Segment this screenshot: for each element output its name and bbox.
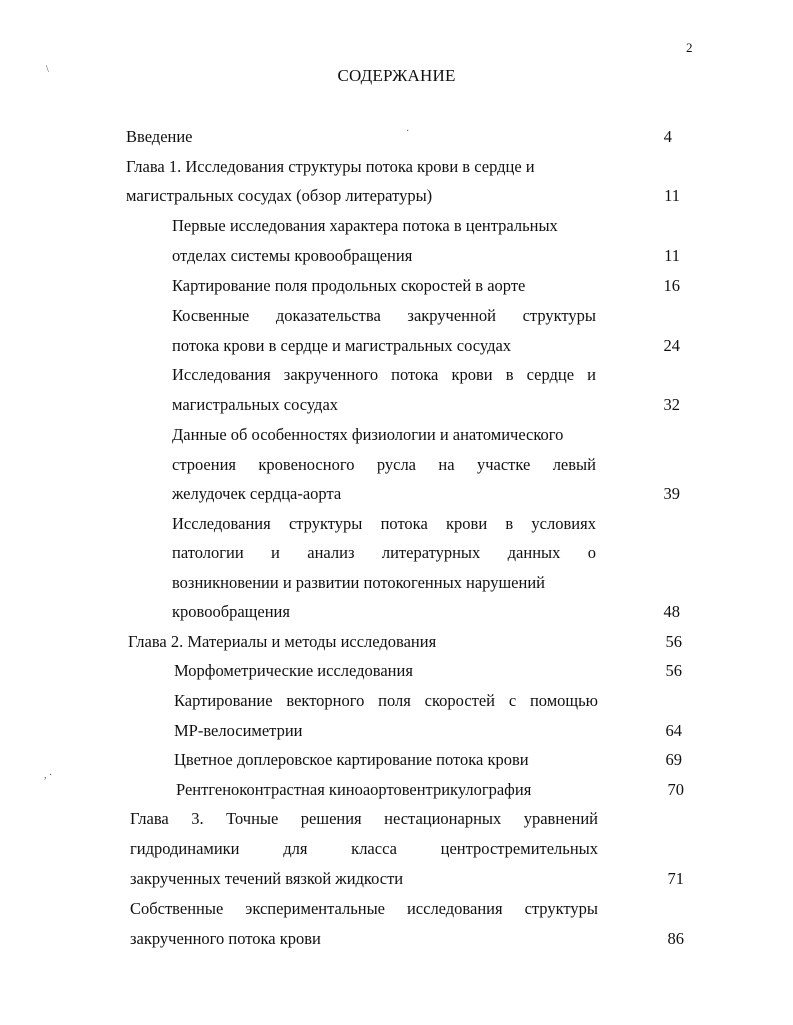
toc-line: гидродинамики для класса центростремительных xyxy=(130,839,598,858)
toc-page-number: 16 xyxy=(663,276,680,295)
toc-page-number: 70 xyxy=(667,780,684,799)
scan-speck: \ xyxy=(46,64,49,75)
toc-page-number: 48 xyxy=(663,602,680,621)
toc-line: Картирование поля продольных скоростей в аорте xyxy=(172,276,526,295)
toc-line: кровообращения xyxy=(172,602,290,621)
toc-line: Картирование векторного поля скоростей с помощью xyxy=(174,691,598,710)
page-title: СОДЕРЖАНИЕ xyxy=(337,66,456,85)
toc-line: Введение xyxy=(126,127,193,146)
toc-page-number: 56 xyxy=(665,661,682,680)
toc-line: Косвенные доказательства закрученной структуры xyxy=(172,306,596,325)
toc-line: Собственные экспериментальные исследования структуры xyxy=(130,899,598,918)
toc-line: Первые исследования характера потока в центральных xyxy=(172,216,558,235)
toc-line: Глава 1. Исследования структуры потока крови в сердце и xyxy=(126,157,535,176)
toc-line: желудочек сердца-аорта xyxy=(172,484,342,503)
toc-line: отделах системы кровообращения xyxy=(172,246,413,265)
toc-line: возникновении и развитии потокогенных нарушений xyxy=(172,573,545,592)
toc-page-number: 11 xyxy=(664,186,680,205)
toc-page-number: 56 xyxy=(665,632,682,651)
page-number: 2 xyxy=(686,40,693,55)
toc-page-number: 64 xyxy=(665,721,682,740)
toc-page-number: 32 xyxy=(663,395,680,414)
toc-line: закрученного потока крови xyxy=(130,929,321,948)
toc-line: магистральных сосудах xyxy=(172,395,339,414)
toc-line: Рентгеноконтрастная киноаортовентрикулография xyxy=(176,780,532,799)
toc-page-number: 24 xyxy=(663,336,680,355)
scan-speck: · xyxy=(406,126,410,137)
toc-line: магистральных сосудах (обзор литературы) xyxy=(126,186,433,205)
toc-line: закрученных течений вязкой жидкости xyxy=(130,869,404,888)
toc-line: Данные об особенностях физиологии и анатомического xyxy=(172,425,564,444)
toc-line: Исследования закрученного потока крови в сердце и xyxy=(172,365,596,384)
toc-line: Цветное доплеровское картирование потока крови xyxy=(174,750,529,769)
toc-line: Морфометрические исследования xyxy=(174,661,413,680)
toc-page-number: 69 xyxy=(665,750,682,769)
toc-line: патологии и анализ литературных данных о xyxy=(172,543,596,562)
toc-line: Глава 3. Точные решения нестационарных уравнений xyxy=(130,809,598,828)
toc-page-number: 11 xyxy=(664,246,680,265)
scan-speck: , · xyxy=(44,770,53,781)
toc-line: строения кровеносного русла на участке левый xyxy=(172,455,596,474)
toc-page-number: 4 xyxy=(663,127,672,146)
toc-line: потока крови в сердце и магистральных сосудах xyxy=(172,336,512,355)
toc-line: Глава 2. Материалы и методы исследования xyxy=(128,632,437,651)
toc-page-number: 71 xyxy=(667,869,684,888)
toc-line: МР-велосиметрии xyxy=(174,721,303,740)
toc-line: Исследования структуры потока крови в условиях xyxy=(172,514,596,533)
toc-page-number: 86 xyxy=(667,929,684,948)
toc-page-number: 39 xyxy=(663,484,680,503)
